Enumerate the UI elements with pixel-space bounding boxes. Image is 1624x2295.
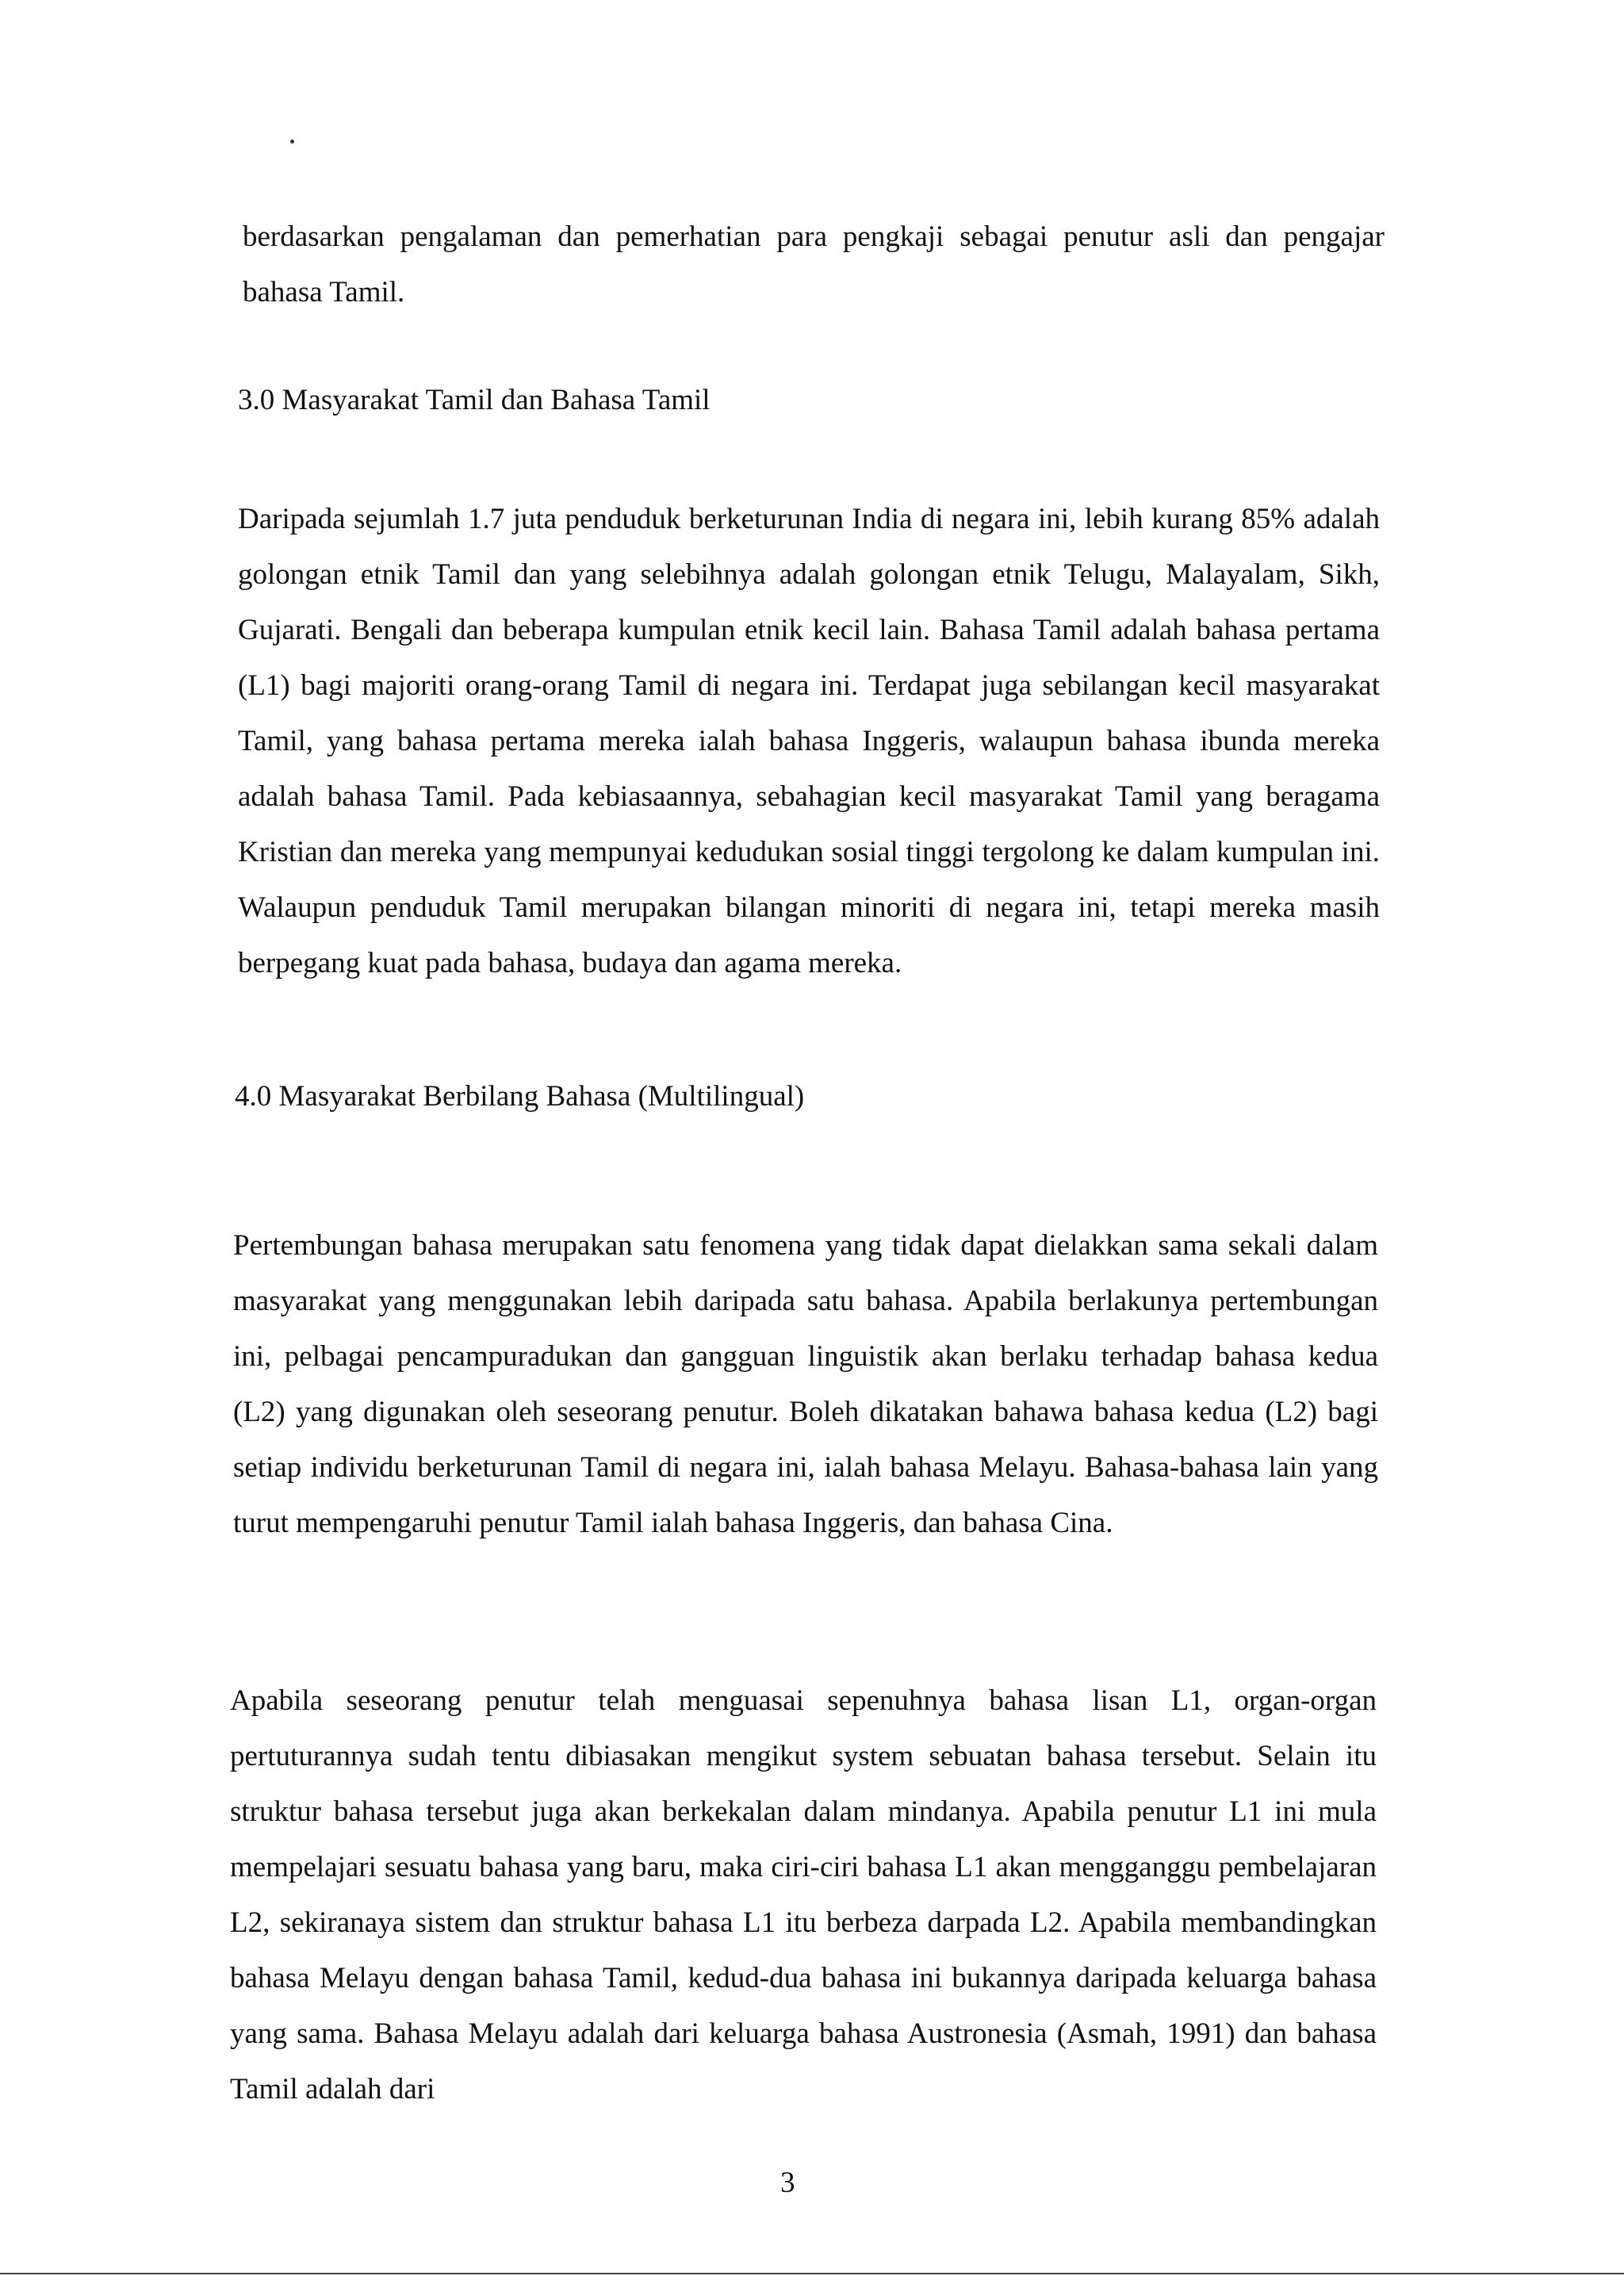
section-3-paragraph: Daripada sejumlah 1.7 juta penduduk berketurunan India di negara ini, lebih kurang 85% adalah golongan etnik Tamil dan yang selebihnya adalah golongan etnik Telugu, Malayalam, Sikh, Gujarati. Bengali dan beberapa kumpulan etnik kecil lain. Bahasa Tamil adalah bahasa pertama (L1) bagi majoriti orang-orang Tamil di negara ini. Terdapat juga sebilangan kecil masyarakat Tamil, yang bahasa pertama mereka ialah bahasa Inggeris, walaupun bahasa ibunda mereka adalah bahasa Tamil. Pada kebiasaannya, sebahagian kecil masyarakat Tamil yang beragama Kristian dan mereka yang mempunyai kedudukan sosial tinggi tergolong ke dalam kumpulan ini. Walaupun penduduk Tamil merupakan bilangan minoriti di negara ini, tetapi mereka masih berpegang kuat pada bahasa, budaya dan agama mereka. [238, 503, 1380, 979]
page-number: 3 [780, 2167, 795, 2199]
section-4-paragraph-2: Apabila seseorang penutur telah menguasai sepenuhnya bahasa lisan L1, organ-organ pertuturannya sudah tentu dibiasakan mengikut system sebuatan bahasa tersebut. Selain itu struktur bahasa tersebut juga akan berkekalan dalam mindanya. Apabila penutur L1 ini mula mempelajari sesuatu bahasa yang baru, maka ciri-ciri bahasa L1 akan mengganggu pembelajaran L2, sekiranaya sistem dan struktur bahasa L1 itu berbeza darpada L2. Apabila membandingkan bahasa Melayu dengan bahasa Tamil, kedud-dua bahasa ini bukannya daripada keluarga bahasa yang sama. Bahasa Melayu adalah dari keluarga bahasa Austronesia (Asmah, 1991) dan bahasa Tamil adalah dari [230, 1684, 1377, 2105]
scan-speck [290, 140, 294, 144]
section-4-heading: 4.0 Masyarakat Berbilang Bahasa (Multilingual) [235, 1080, 805, 1113]
bottom-rule [0, 2273, 1624, 2274]
paragraph-intro: berdasarkan pengalaman dan pemerhatian para pengkaji sebagai penutur asli dan pengajar bahasa Tamil. [243, 220, 1385, 308]
section-3-heading: 3.0 Masyarakat Tamil dan Bahasa Tamil [238, 384, 710, 416]
section-4-paragraph-1: Pertembungan bahasa merupakan satu fenomena yang tidak dapat dielakkan sama sekali dalam masyarakat yang menggunakan lebih daripada satu bahasa. Apabila berlakunya pertembungan ini, pelbagai pencampuradukan dan gangguan linguistik akan berlaku terhadap bahasa kedua (L2) yang digunakan oleh seseorang penutur. Boleh dikatakan bahawa bahasa kedua (L2) bagi setiap individu berketurunan Tamil di negara ini, ialah bahasa Melayu. Bahasa-bahasa lain yang turut mempengaruhi penutur Tamil ialah bahasa Inggeris, dan bahasa Cina. [233, 1229, 1378, 1539]
